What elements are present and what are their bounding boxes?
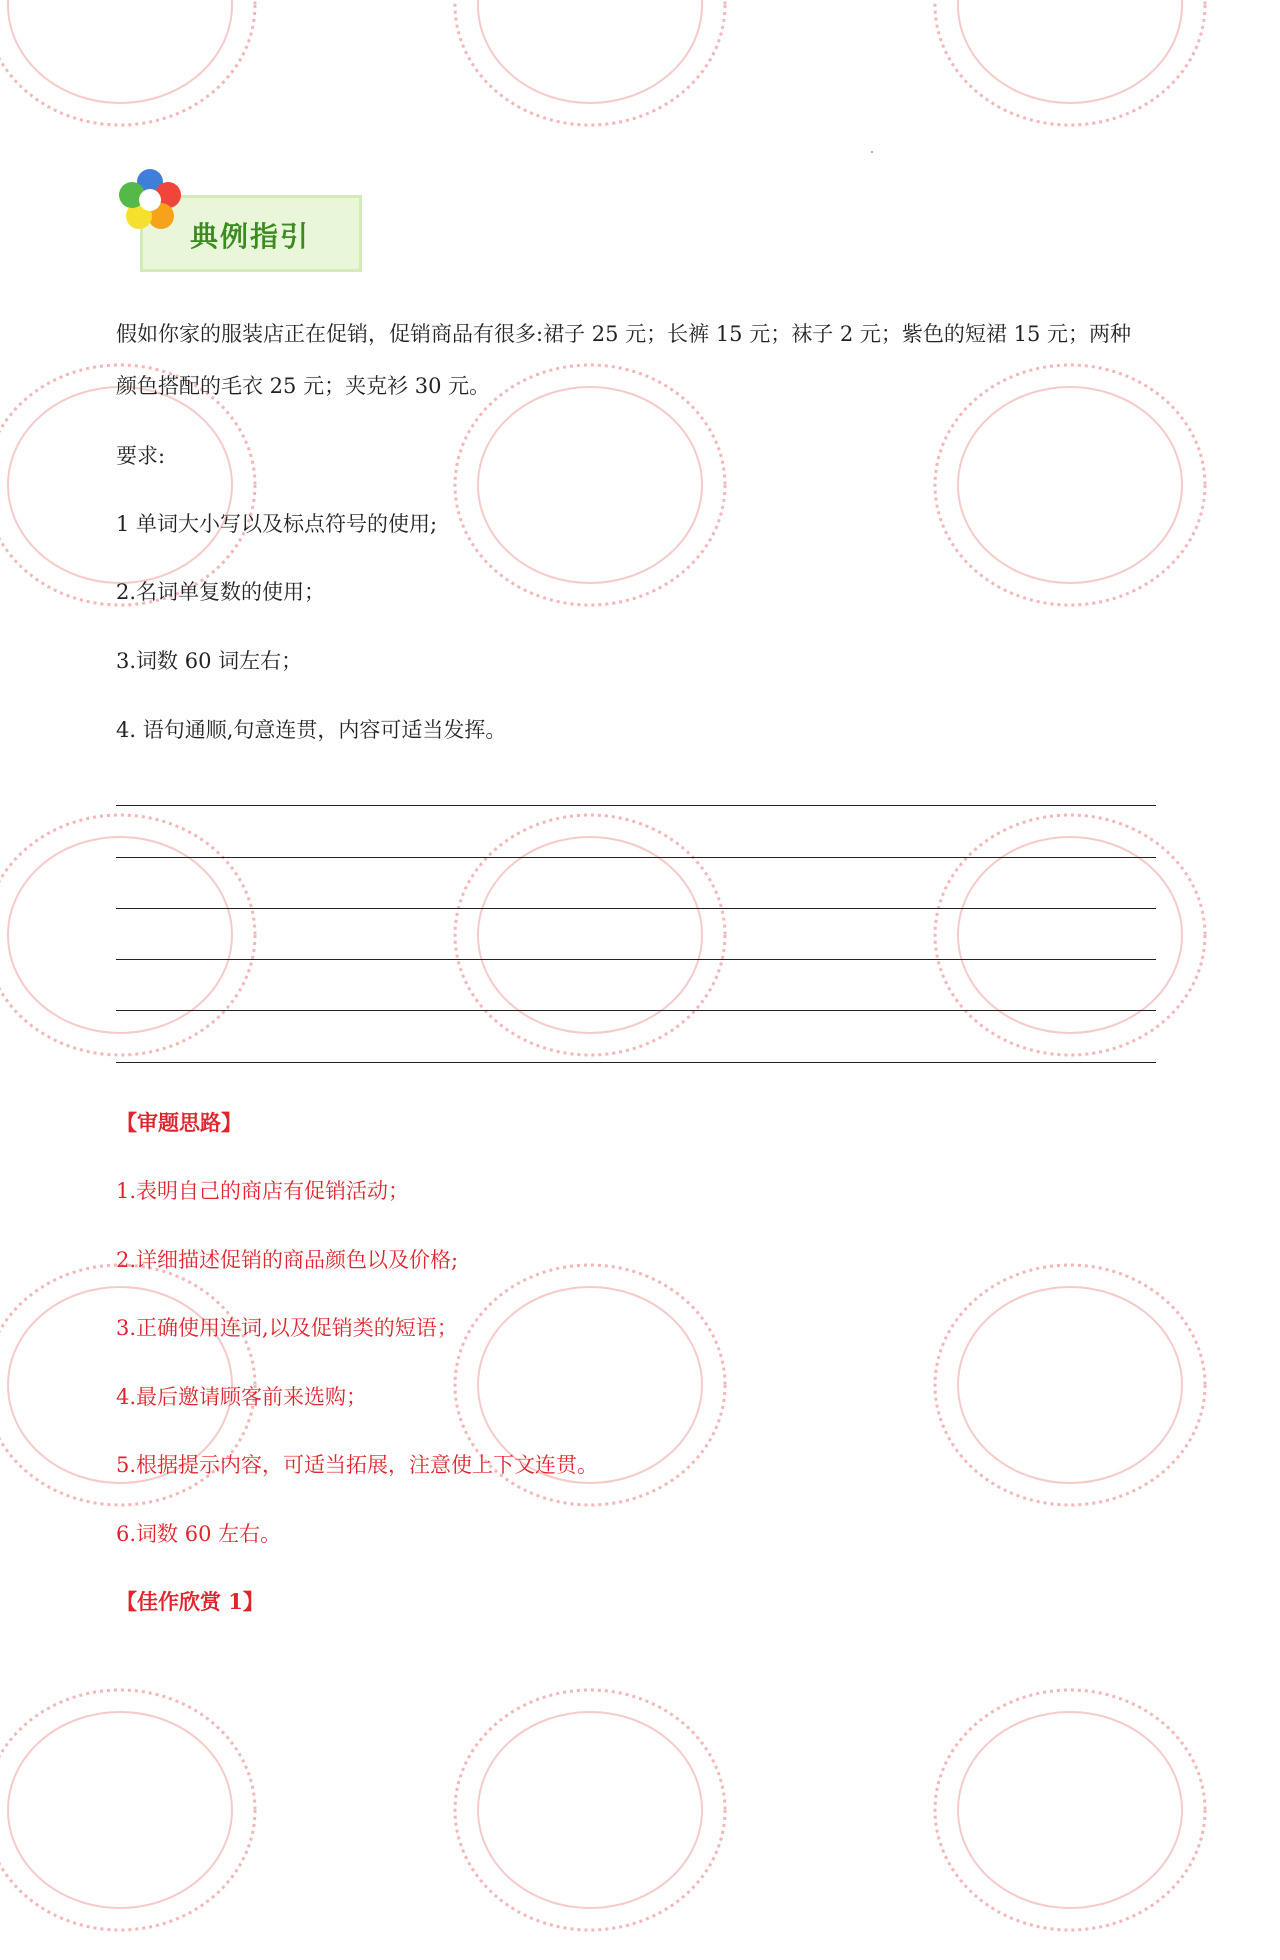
answer-line bbox=[116, 959, 1156, 960]
analysis-item: 4.最后邀请顾客前来选购； bbox=[116, 1385, 368, 1409]
sample-heading: 【佳作欣赏 1】 bbox=[116, 1589, 264, 1614]
answer-line bbox=[116, 908, 1156, 909]
prompt-line: 假如你家的服装店正在促销，促销商品有很多:裙子 25 元；长裤 15 元；袜子 2 元；紫色的短裙 15 元；两种 bbox=[116, 322, 1131, 346]
analysis-item: 3.正确使用连词,以及促销类的短语； bbox=[116, 1316, 458, 1340]
answer-line bbox=[116, 805, 1156, 806]
requirement-item: 1 单词大小写以及标点符号的使用; bbox=[116, 512, 438, 536]
prompt-line: 颜色搭配的毛衣 25 元；夹克衫 30 元。 bbox=[116, 374, 491, 398]
analysis-item: 1.表明自己的商店有促销活动； bbox=[116, 1179, 410, 1203]
answer-line bbox=[116, 1010, 1156, 1011]
analysis-heading: 【审题思路】 bbox=[116, 1110, 242, 1135]
badge-title: 典例指引 bbox=[190, 220, 311, 253]
requirement-item: 2.名词单复数的使用； bbox=[116, 580, 326, 604]
requirement-item: 3.词数 60 词左右； bbox=[116, 649, 303, 673]
requirements-heading: 要求: bbox=[116, 444, 166, 468]
analysis-item: 2.详细描述促销的商品颜色以及价格; bbox=[116, 1248, 459, 1272]
flower-icon bbox=[115, 165, 185, 235]
answer-line bbox=[116, 1062, 1156, 1063]
section-badge bbox=[115, 165, 365, 280]
analysis-item: 5.根据提示内容，可适当拓展，注意使上下文连贯。 bbox=[116, 1453, 599, 1477]
answer-line bbox=[116, 857, 1156, 858]
analysis-item: 6.词数 60 左右。 bbox=[116, 1522, 282, 1546]
speck bbox=[871, 151, 873, 153]
requirement-item: 4. 语句通顺,句意连贯，内容可适当发挥。 bbox=[116, 718, 507, 742]
